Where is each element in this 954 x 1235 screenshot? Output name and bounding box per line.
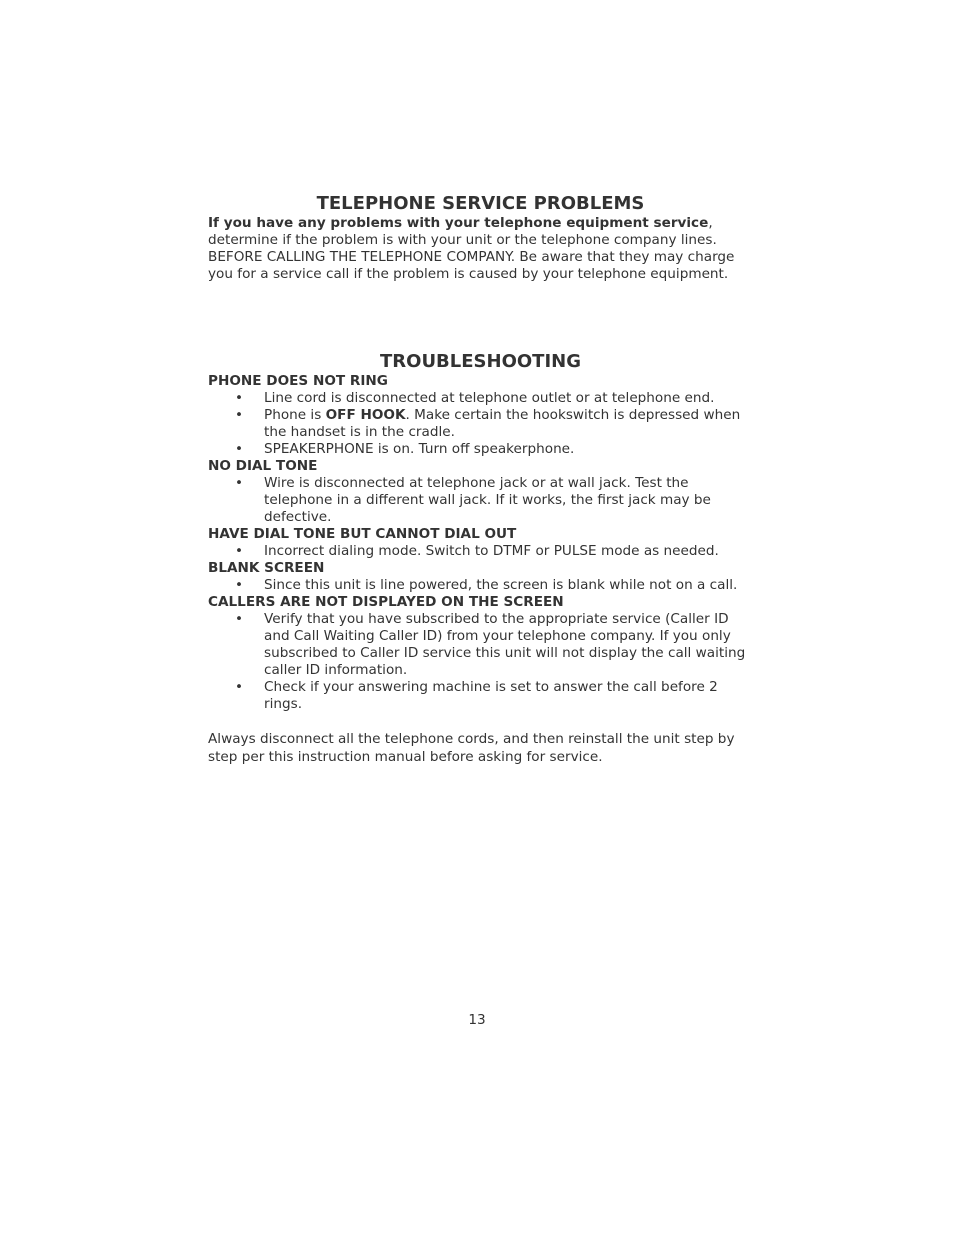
- blank-screen-heading: BLANK SCREEN: [208, 560, 325, 576]
- list-item-text-pre: Phone is: [264, 407, 326, 423]
- list-item-text: Line cord is disconnected at telephone outlet or at telephone end.: [264, 390, 715, 406]
- no-ring-list: [208, 390, 753, 458]
- page-content: [208, 193, 753, 780]
- service-problems-title: TELEPHONE SERVICE PROBLEMS: [316, 193, 645, 214]
- list-item-text: Verify that you have subscribed to the appropriate service (Caller ID and Call Waiting Caller ID) from your telephone company. If you only subscribed to Caller ID service this unit will not display the call waiting caller ID information.: [264, 611, 746, 678]
- list-item: [208, 475, 753, 526]
- bullet-icon: •: [235, 577, 244, 593]
- list-item-text: Wire is disconnected at telephone jack or at wall jack. Test the telephone in a different wall jack. If it works, the first jack may be defective.: [264, 475, 711, 525]
- bullet-icon: •: [235, 543, 244, 559]
- callers-not-displayed-heading: CALLERS ARE NOT DISPLAYED ON THE SCREEN: [208, 594, 564, 610]
- list-item-text: Since this unit is line powered, the screen is blank while not on a call.: [264, 577, 738, 593]
- no-dial-tone-heading: NO DIAL TONE: [208, 458, 318, 474]
- bullet-icon: •: [235, 407, 244, 423]
- list-item: [208, 679, 753, 713]
- list-item-text: Check if your answering machine is set to answer the call before 2 rings.: [264, 679, 718, 712]
- troubleshooting-title: TROUBLESHOOTING: [380, 351, 581, 372]
- list-item: [208, 577, 753, 594]
- service-problems-paragraph: [208, 215, 753, 283]
- list-item-text: Incorrect dialing mode. Switch to DTMF or PULSE mode as needed.: [264, 543, 719, 559]
- list-item: [208, 441, 753, 458]
- bullet-icon: •: [235, 611, 244, 627]
- list-item-text: SPEAKERPHONE is on. Turn off speakerphone.: [264, 441, 575, 457]
- closing-paragraph: Always disconnect all the telephone cords, and then reinstall the unit step by step per this instruction manual before asking for service.: [208, 731, 735, 765]
- list-item: [208, 543, 753, 560]
- blank-screen-list: [208, 577, 753, 594]
- bullet-icon: •: [235, 679, 244, 695]
- bullet-icon: •: [235, 475, 244, 491]
- service-lead-bold: If you have any problems with your telephone equipment service: [208, 215, 709, 231]
- service-body: determine if the problem is with your unit or the telephone company lines. BEFORE CALLING THE TELEPHONE COMPANY. Be aware that they may charge you for a service call if the problem is caused by your telephone equipment.: [208, 232, 735, 282]
- callers-not-displayed-list: [208, 611, 753, 713]
- list-item: [208, 611, 753, 679]
- cannot-dial-heading: HAVE DIAL TONE BUT CANNOT DIAL OUT: [208, 526, 517, 542]
- bullet-icon: •: [235, 390, 244, 406]
- list-item: [208, 407, 753, 441]
- no-ring-heading: PHONE DOES NOT RING: [208, 373, 388, 389]
- page-number: 13: [468, 1012, 486, 1028]
- list-item-text-post: . Make certain the hookswitch is depressed when the handset is in the cradle.: [264, 407, 741, 440]
- list-item: [208, 390, 753, 407]
- cannot-dial-list: [208, 543, 753, 560]
- off-hook-bold: OFF HOOK: [325, 407, 406, 423]
- bullet-icon: •: [235, 441, 244, 457]
- service-lead-comma: ,: [708, 215, 713, 231]
- no-dial-tone-list: [208, 475, 753, 526]
